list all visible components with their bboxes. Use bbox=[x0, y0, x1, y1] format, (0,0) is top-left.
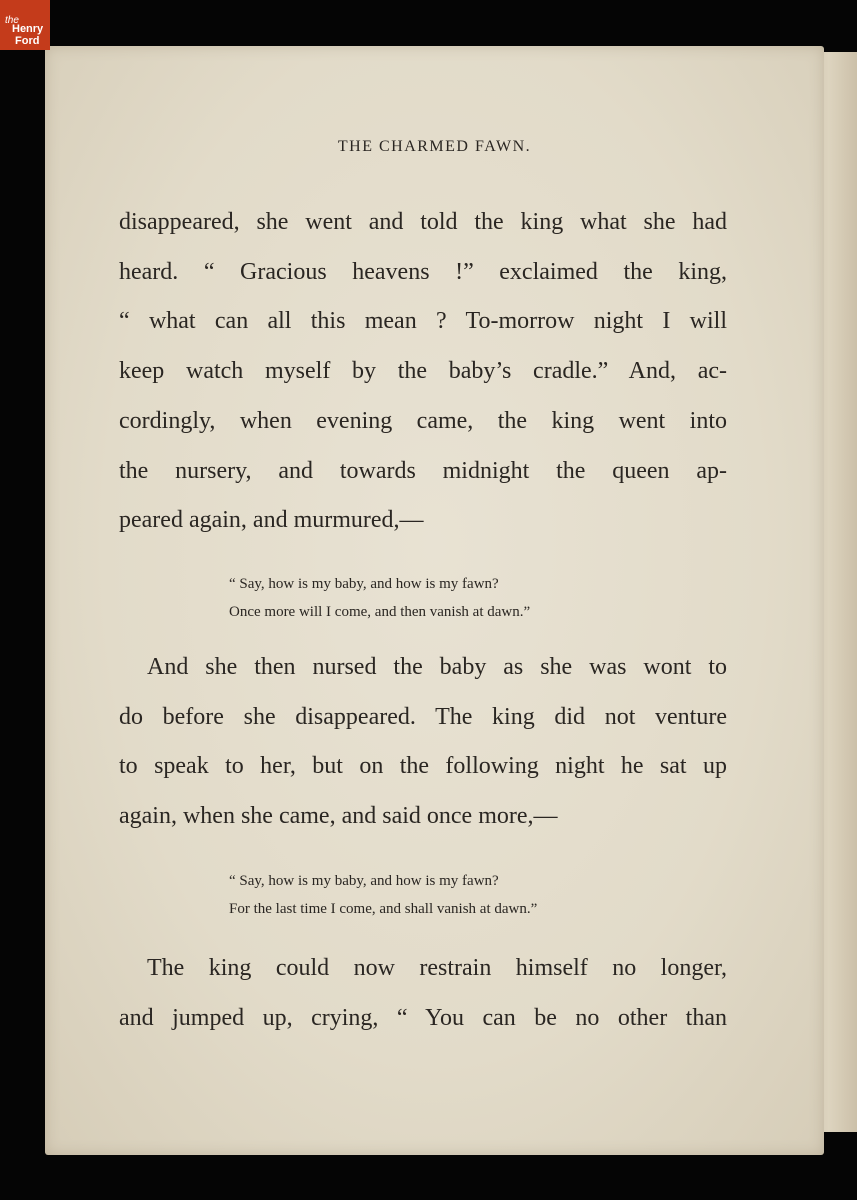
verse-2 bbox=[229, 867, 537, 923]
text-line: peared again, and murmured,— bbox=[119, 507, 424, 534]
text-line: And she then nursed the baby as she was wont to bbox=[147, 654, 727, 680]
paragraph-2 bbox=[119, 643, 727, 842]
text-line: keep watch myself by the baby’s cradle.” And, ac- bbox=[119, 358, 727, 385]
verse-line: “ Say, how is my baby, and how is my fawn? bbox=[229, 873, 499, 889]
text-line: heard. “ Gracious heavens !” exclaimed the king, bbox=[119, 258, 727, 285]
verse-line: For the last time I come, and shall vanish at dawn.” bbox=[229, 901, 538, 917]
logo-ford: Ford bbox=[15, 35, 40, 47]
text-line: disappeared, she went and told the king what she had bbox=[119, 209, 727, 235]
paragraph-1 bbox=[119, 198, 727, 546]
text-line: the nursery, and towards midnight the queen ap- bbox=[119, 457, 727, 484]
text-line: “ what can all this mean ? To-morrow night I will bbox=[119, 308, 727, 335]
book-page bbox=[45, 46, 824, 1155]
running-head: THE CHARMED FAWN. bbox=[337, 138, 532, 155]
text-line: do before she disappeared. The king did not venture bbox=[119, 703, 727, 730]
logo-henry: Henry bbox=[12, 23, 44, 35]
text-line: again, when she came, and said once more,— bbox=[119, 803, 558, 830]
text-line: to speak to her, but on the following night he sat up bbox=[119, 753, 727, 780]
text-line: cordingly, when evening came, the king went into bbox=[119, 407, 727, 434]
verse-line: Once more will I come, and then vanish at dawn.” bbox=[229, 604, 531, 620]
logo-the: the bbox=[5, 15, 19, 26]
paragraph-3 bbox=[119, 944, 727, 1043]
text-line: and jumped up, crying, “ You can be no other than bbox=[119, 1004, 727, 1031]
verse-line: “ Say, how is my baby, and how is my fawn? bbox=[229, 576, 499, 592]
henry-ford-logo bbox=[0, 0, 50, 50]
verse-1 bbox=[229, 570, 530, 626]
text-line: The king could now restrain himself no longer, bbox=[147, 955, 727, 981]
